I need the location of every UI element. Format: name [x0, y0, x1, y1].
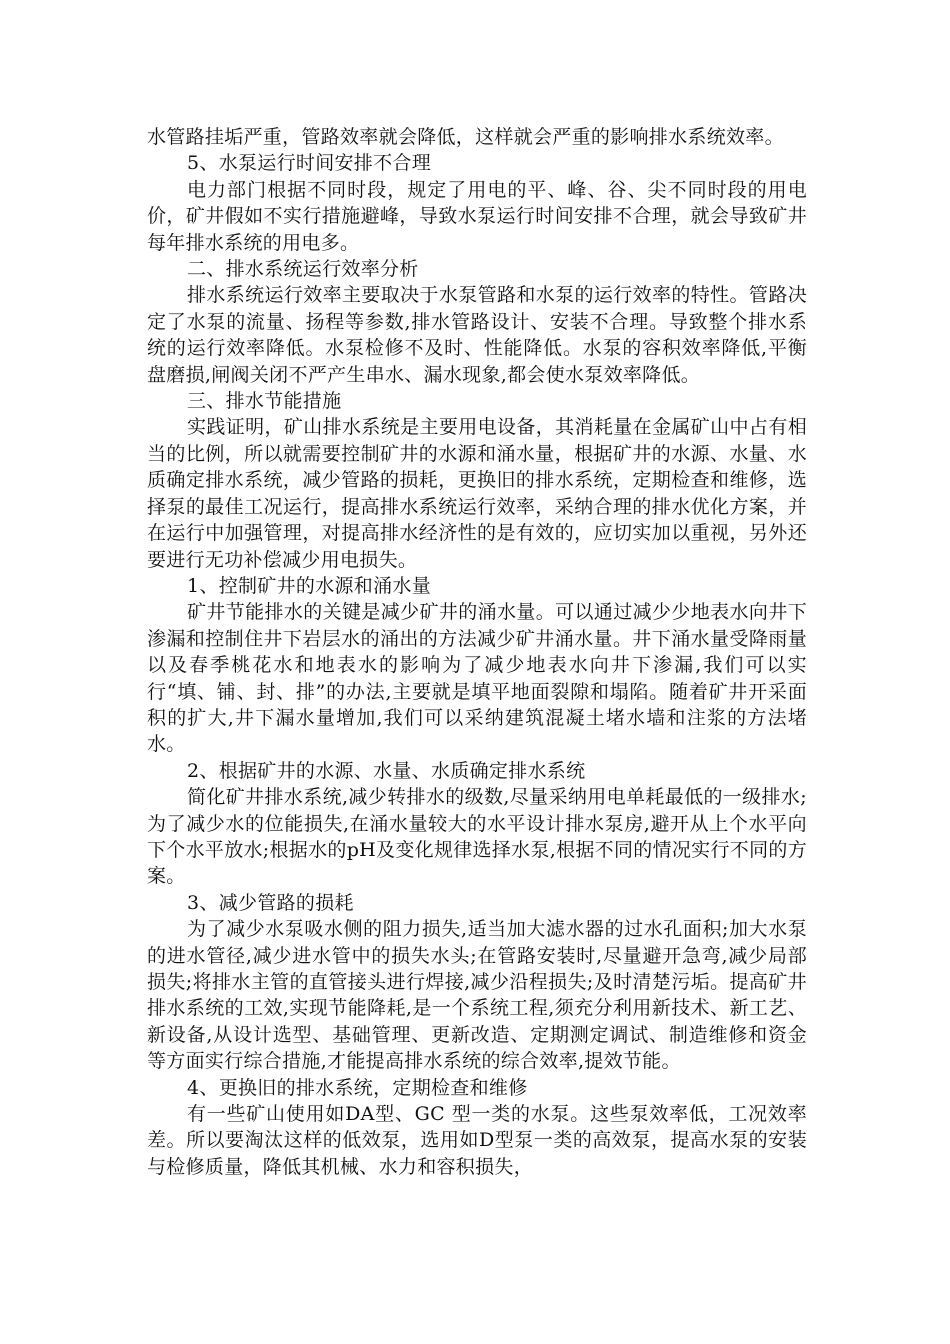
- subsection-heading-3: 3、减少管路的损耗: [187, 891, 354, 914]
- subsection-heading-2: 2、根据矿井的水源、水量、水质确定排水系统: [187, 759, 586, 782]
- section-heading-2: 二、排水系统运行效率分析: [187, 258, 419, 281]
- document-page: [147, 124, 807, 1180]
- paragraph: 矿井节能排水的关键是减少矿井的涌水量。可以通过减少少地表水向井下渗漏和控制住井下岩层水的涌出的方法减少矿井涌水量。井下涌水量受降雨量以及春季桃花水和地表水的影响为了减少地表水向井下渗漏,我们可以实行“填、铺、封、排”的办法,主要就是填平地面裂隙和塌陷。随着矿井开采面积的扩大,井下漏水量增加,我们可以采纳建筑混凝土堵水墙和注浆的方法堵水。: [147, 601, 807, 756]
- paragraph: 电力部门根据不同时段，规定了用电的平、峰、谷、尖不同时段的用电价，矿井假如不实行措施避峰，导致水泵运行时间安排不合理，就会导致矿井每年排水系统的用电多。: [147, 178, 807, 254]
- subsection-heading-4: 4、更换旧的排水系统，定期检查和维修: [187, 1076, 528, 1099]
- paragraph: 为了减少水泵吸水侧的阻力损失,适当加大滤水器的过水孔面积;加大水泵的进水管径,减少进水管中的损失水头;在管路安装时,尽量避开急弯,减少局部损失;将排水主管的直管接头进行焊接,减少沿程损失;及时清楚污垢。提高矿井排水系统的工效,实现节能降耗,是一个系统工程,须充分利用新技术、新工艺、新设备,从设计选型、基础管理、更新改造、定期测定调试、制造维修和资金等方面实行综合措施,才能提高排水系统的综合效率,提效节能。: [147, 918, 807, 1073]
- paragraph-continued: 水管路挂垢严重，管路效率就会降低，这样就会严重的影响排水系统效率。: [147, 126, 784, 148]
- paragraph: 简化矿井排水系统,减少转排水的级数,尽量采纳用电单耗最低的一级排水;为了减少水的位能损失,在涌水量较大的水平设计排水泵房,避开从上个水平向下个水平放水;根据水的pH及变化规律选择水泵,根据不同的情况实行不同的方案。: [147, 786, 807, 888]
- subsection-heading-1: 1、控制矿井的水源和涌水量: [187, 574, 431, 597]
- paragraph: 排水系统运行效率主要取决于水泵管路和水泵的运行效率的特性。管路决定了水泵的流量、扬程等参数,排水管路设计、安装不合理。导致整个排水系统的运行效率降低。水泵检修不及时、性能降低。水泵的容积效率降低,平衡盘磨损,闸阀关闭不严产生串水、漏水现象,都会使水泵效率降低。: [147, 284, 807, 386]
- section-heading-5: 5、水泵运行时间安排不合理: [187, 152, 431, 175]
- paragraph: 有一些矿山使用如DA型、GC 型一类的水泵。这些泵效率低，工况效率差。所以要淘汰这样的低效泵，选用如D型泵一类的高效泵，提高水泵的安装与检修质量，降低其机械、水力和容积损失，: [147, 1103, 807, 1178]
- section-heading-3: 三、排水节能措施: [187, 390, 342, 413]
- paragraph: 实践证明，矿山排水系统是主要用电设备，其消耗量在金属矿山中占有相当的比例，所以就需要控制矿井的水源和涌水量，根据矿井的水源、水量、水质确定排水系统，减少管路的损耗，更换旧的排水系统，定期检查和维修，选择泵的最佳工况运行，提高排水系统运行效率，采纳合理的排水优化方案，并在运行中加强管理，对提高排水经济性的是有效的，应切实加以重视，另外还要进行无功补偿减少用电损失。: [147, 416, 807, 571]
